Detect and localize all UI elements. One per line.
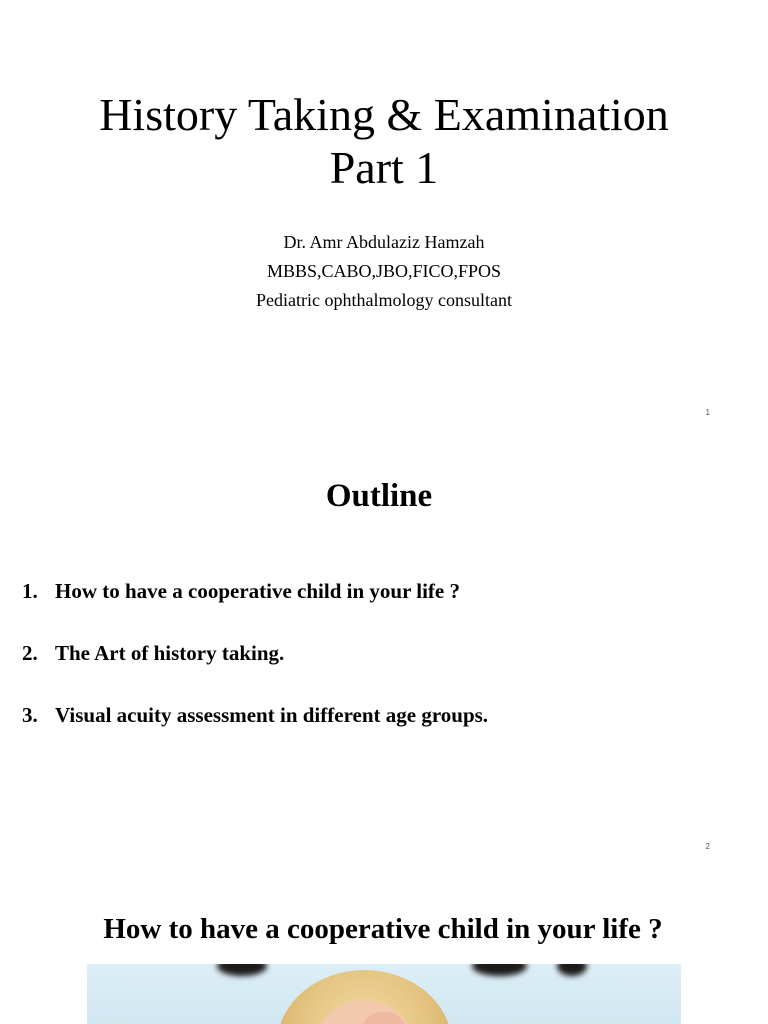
eye-chart-letter: [472, 964, 527, 976]
author-credentials: MBBS,CABO,JBO,FICO,FPOS: [266, 261, 502, 281]
slide-heading: How to have a cooperative child in your life ?: [103, 913, 663, 945]
outline-heading: Outline: [325, 478, 433, 514]
list-item: [22, 702, 488, 728]
list-item-number: 2.: [22, 641, 38, 665]
presentation-title: [0, 88, 768, 194]
list-item-text: How to have a cooperative child in your life ?: [55, 579, 460, 603]
list-item-number: 3.: [22, 703, 38, 727]
slide-cooperative-child: [0, 866, 768, 1024]
page-number: 2: [705, 842, 710, 851]
list-item-text: The Art of history taking.: [55, 641, 285, 665]
title-line-2: Part 1: [329, 142, 439, 193]
author-info: [0, 228, 768, 315]
eye-chart-letter: [217, 964, 267, 976]
page-number: 1: [705, 408, 710, 417]
title-line-1: History Taking & Examination: [99, 89, 669, 140]
list-item-number: 1.: [22, 579, 38, 603]
eye-chart-letter: [557, 964, 587, 976]
slide-outline: [0, 433, 768, 866]
list-item: [22, 578, 488, 604]
child-eye-chart-photo: [87, 964, 681, 1024]
list-item-text: Visual acuity assessment in different age groups.: [55, 703, 489, 727]
slide-title: [0, 0, 768, 433]
outline-list: [22, 578, 488, 764]
author-role: Pediatric ophthalmology consultant: [256, 290, 512, 310]
list-item: [22, 640, 488, 666]
author-name: Dr. Amr Abdulaziz Hamzah: [283, 232, 485, 252]
